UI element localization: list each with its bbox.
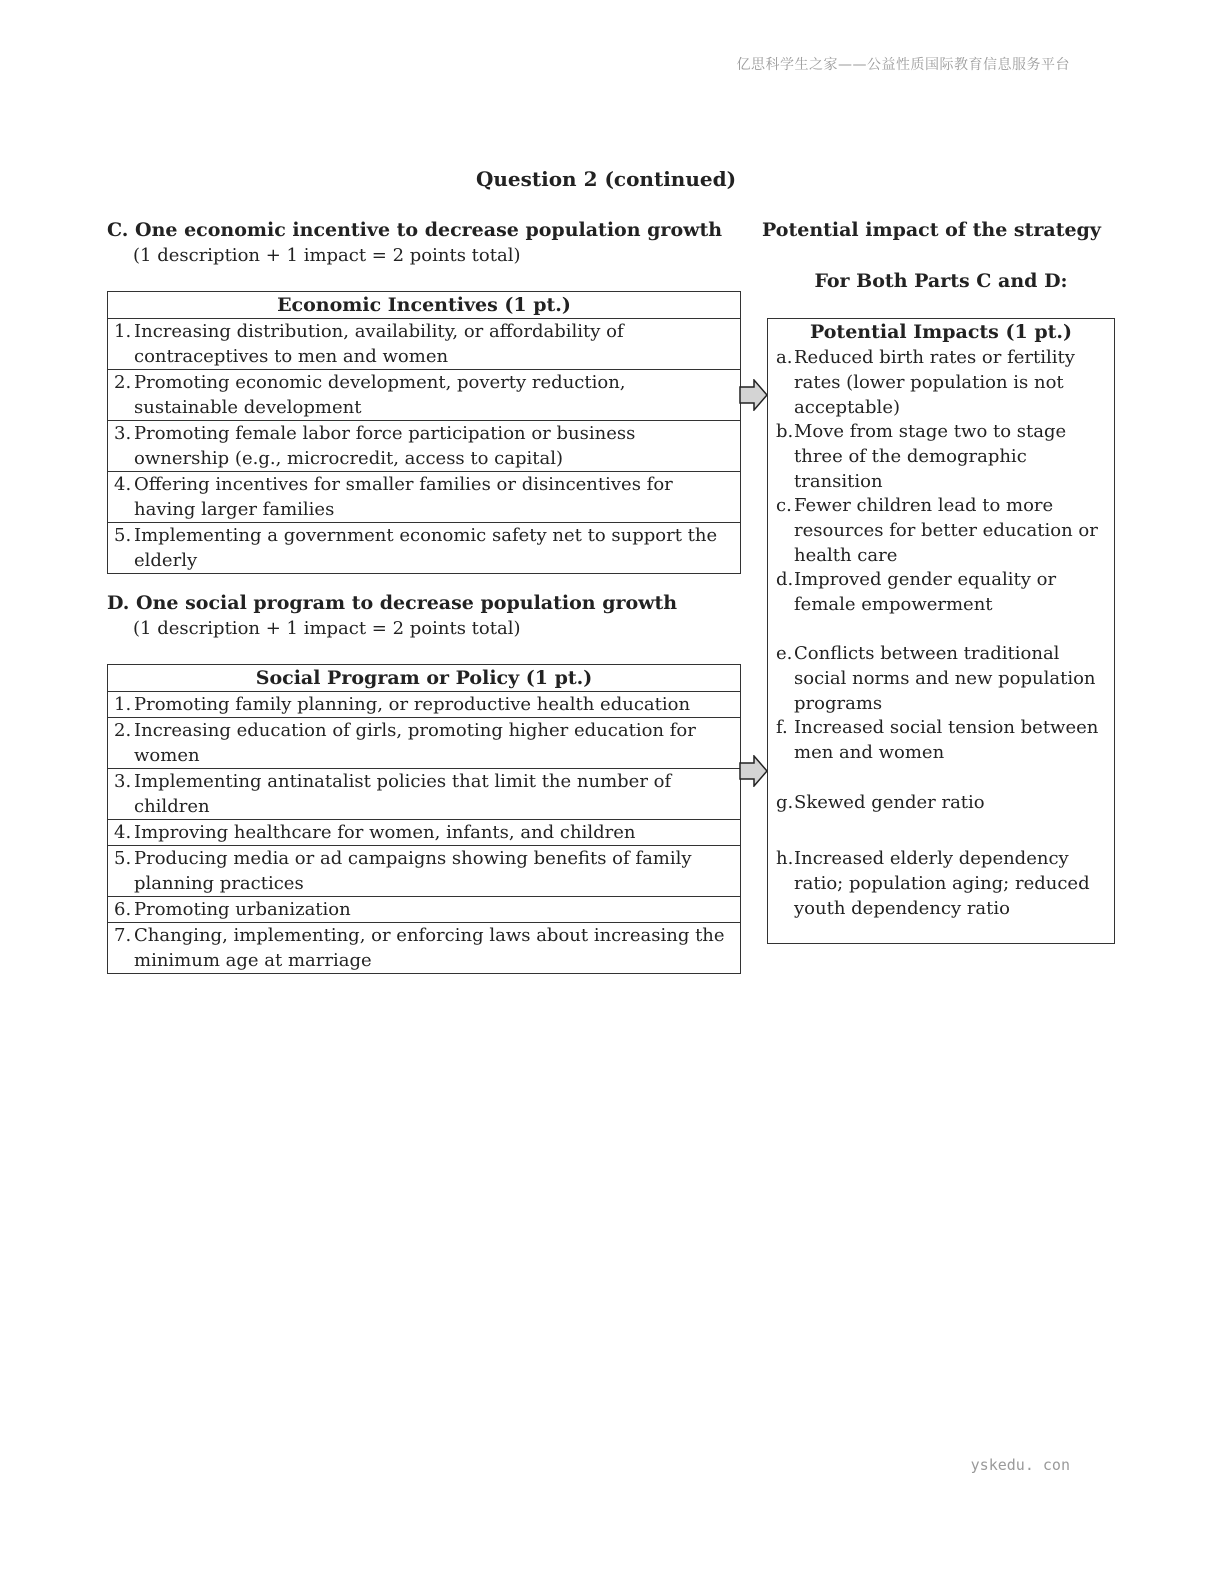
table-row [108, 523, 741, 574]
table-row [108, 897, 741, 923]
section-c-points: (1 description + 1 impact = 2 points total) [133, 245, 521, 266]
item-text: Skewed gender ratio [794, 792, 985, 813]
row-number: 3. [114, 771, 132, 792]
list-item [776, 493, 1106, 568]
item-letter: b. [776, 421, 794, 442]
row-text: Producing media or ad campaigns showing benefits of family planning practices [134, 848, 692, 894]
footer-watermark: yskedu. con [970, 1456, 1070, 1474]
row-number: 4. [114, 474, 132, 495]
item-letter: f. [776, 717, 788, 738]
table-row [108, 421, 741, 472]
item-letter: d. [776, 569, 794, 590]
table-row [108, 718, 741, 769]
item-letter: a. [776, 347, 793, 368]
table-row [108, 769, 741, 820]
item-letter: c. [776, 495, 792, 516]
row-number: 4. [114, 822, 132, 843]
row-number: 2. [114, 372, 132, 393]
economic-incentives-table [107, 291, 741, 574]
row-text: Promoting economic development, poverty reduction, sustainable development [134, 372, 626, 418]
row-number: 7. [114, 925, 132, 946]
potential-impacts-box [767, 318, 1115, 944]
row-number: 5. [114, 525, 132, 546]
row-text: Changing, implementing, or enforcing laws about increasing the minimum age at marriage [134, 925, 725, 971]
arrow-right-icon [739, 755, 769, 787]
row-number: 1. [114, 694, 132, 715]
list-item [776, 846, 1106, 921]
row-number: 2. [114, 720, 132, 741]
section-c-heading: C. One economic incentive to decrease population growth [107, 219, 723, 241]
economic-incentives-header: Economic Incentives (1 pt.) [108, 292, 741, 319]
row-number: 5. [114, 848, 132, 869]
table-row [108, 692, 741, 718]
list-item [776, 419, 1106, 494]
row-text: Increasing distribution, availability, or affordability of contraceptives to men and women [134, 321, 624, 367]
item-text: Increased social tension between men and women [794, 717, 1099, 763]
header-watermark: 亿思科学生之家——公益性质国际教育信息服务平台 [736, 57, 1070, 73]
row-number: 1. [114, 321, 132, 342]
table-row [108, 370, 741, 421]
row-text: Improving healthcare for women, infants, and children [134, 822, 636, 843]
list-item [776, 345, 1106, 420]
row-number: 3. [114, 423, 132, 444]
item-text: Move from stage two to stage three of the demographic transition [794, 421, 1067, 492]
arrow-right-icon [739, 379, 769, 411]
row-text: Promoting female labor force participation or business ownership (e.g., microcredit, access to capital) [134, 423, 636, 469]
impact-heading: Potential impact of the strategy [762, 219, 1101, 241]
table-row [108, 820, 741, 846]
list-item [776, 641, 1106, 716]
page-title: Question 2 (continued) [475, 167, 737, 191]
item-letter: g. [776, 792, 794, 813]
row-text: Promoting urbanization [134, 899, 351, 920]
table-row [108, 846, 741, 897]
item-letter: h. [776, 848, 794, 869]
social-program-header: Social Program or Policy (1 pt.) [108, 665, 741, 692]
item-text: Improved gender equality or female empowerment [794, 569, 1057, 615]
item-text: Reduced birth rates or fertility rates (lower population is not acceptable) [794, 347, 1075, 418]
potential-impacts-title: Potential Impacts (1 pt.) [809, 321, 1072, 343]
table-row [108, 319, 741, 370]
table-row [108, 472, 741, 523]
list-item [776, 715, 1106, 765]
table-row [108, 923, 741, 974]
impact-subheading: For Both Parts C and D: [814, 270, 1068, 292]
section-d-points: (1 description + 1 impact = 2 points total) [133, 618, 521, 639]
list-item [776, 567, 1106, 617]
list-item [776, 790, 1106, 815]
item-letter: e. [776, 643, 793, 664]
row-text: Implementing antinatalist policies that limit the number of children [134, 771, 672, 817]
social-program-table [107, 664, 741, 974]
row-number: 6. [114, 899, 132, 920]
row-text: Offering incentives for smaller families or disincentives for having larger families [134, 474, 673, 520]
row-text: Implementing a government economic safety net to support the elderly [134, 525, 718, 571]
item-text: Increased elderly dependency ratio; population aging; reduced youth dependency ratio [794, 848, 1090, 919]
item-text: Fewer children lead to more resources for better education or health care [794, 495, 1098, 566]
row-text: Increasing education of girls, promoting higher education for women [134, 720, 696, 766]
item-text: Conflicts between traditional social norms and new population programs [794, 643, 1096, 714]
row-text: Promoting family planning, or reproductive health education [134, 694, 691, 715]
section-d-heading: D. One social program to decrease population growth [107, 592, 678, 614]
